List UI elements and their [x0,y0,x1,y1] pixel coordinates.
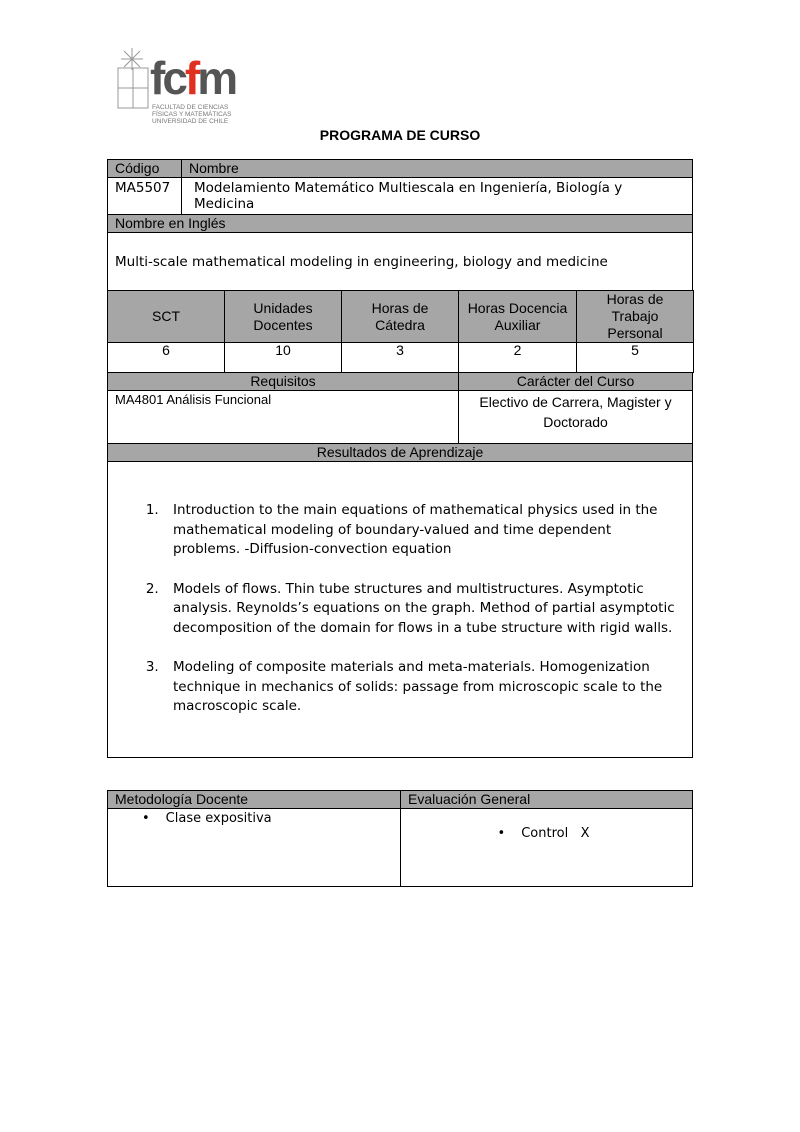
caracter-value: Electivo de Carrera, Magister y Doctorado [458,390,693,444]
fcfm-logo: fcfm FACULTAD DE CIENCIAS FÍSICAS Y MATEMÁTICAS UNIVERSIDAD DE CHILE [112,46,242,130]
evaluacion-label: Evaluación General [400,790,693,809]
page-title: PROGRAMA DE CURSO [319,127,481,143]
logo-subtitle: FÍSICAS Y MATEMÁTICAS [152,111,232,118]
resultados-content [107,461,693,758]
course-code: MA5507 [107,177,182,215]
metric-header: Horas de Trabajo Personal [576,290,694,343]
course-name-english: Multi-scale mathematical modeling in engineering, biology and medicine [107,232,693,291]
metric-value: 10 [224,342,342,373]
nombre-ingles-label: Nombre en Inglés [107,214,693,233]
learning-outcome: 1. Introduction to the main equations of mathematical physics used in the mathematical modeling of boundary-valued and time dependent problems. -Diffusion-convection equation [163,501,682,560]
logo-subtitle: UNIVERSIDAD DE CHILE [152,118,229,125]
metric-value: 3 [341,342,459,373]
metric-header: Unidades Docentes [224,290,342,343]
metric-header: SCT [107,290,225,343]
codigo-label: Código [107,159,182,178]
nombre-label: Nombre [181,159,693,178]
metodologia-content: • Clase expositiva [107,808,401,887]
requisitos-label: Requisitos [107,372,459,391]
metric-value: 6 [107,342,225,373]
metric-value: 5 [576,342,694,373]
metric-value: 2 [458,342,577,373]
university-seal-icon [112,46,152,116]
metodologia-item: Clase expositiva [165,811,272,826]
evaluacion-item: Control X [521,826,590,841]
requisitos-value: MA4801 Análisis Funcional [107,390,459,444]
metric-header: Horas de Cátedra [341,290,459,343]
caracter-label: Carácter del Curso [458,372,693,391]
resultados-label: Resultados de Aprendizaje [107,443,693,462]
metodologia-label: Metodología Docente [107,790,401,809]
evaluacion-content: • Control X [400,808,693,887]
learning-outcome: 2. Models of flows. Thin tube structures and multistructures. Asymptotic analysis. Reynolds’s equations on the graph. Method of partial asymptotic decomposition of the domain for flows in a tube structure with rigid walls. [163,580,682,639]
logo-subtitle: FACULTAD DE CIENCIAS [152,104,229,111]
learning-outcome: 3. Modeling of composite materials and meta-materials. Homogenization technique in mechanics of solids: passage from microscopic scale to the macroscopic scale. [163,658,682,717]
course-name: Modelamiento Matemático Multiescala en Ingeniería, Biología y Medicina [181,177,693,215]
metric-header: Horas Docencia Auxiliar [458,290,577,343]
